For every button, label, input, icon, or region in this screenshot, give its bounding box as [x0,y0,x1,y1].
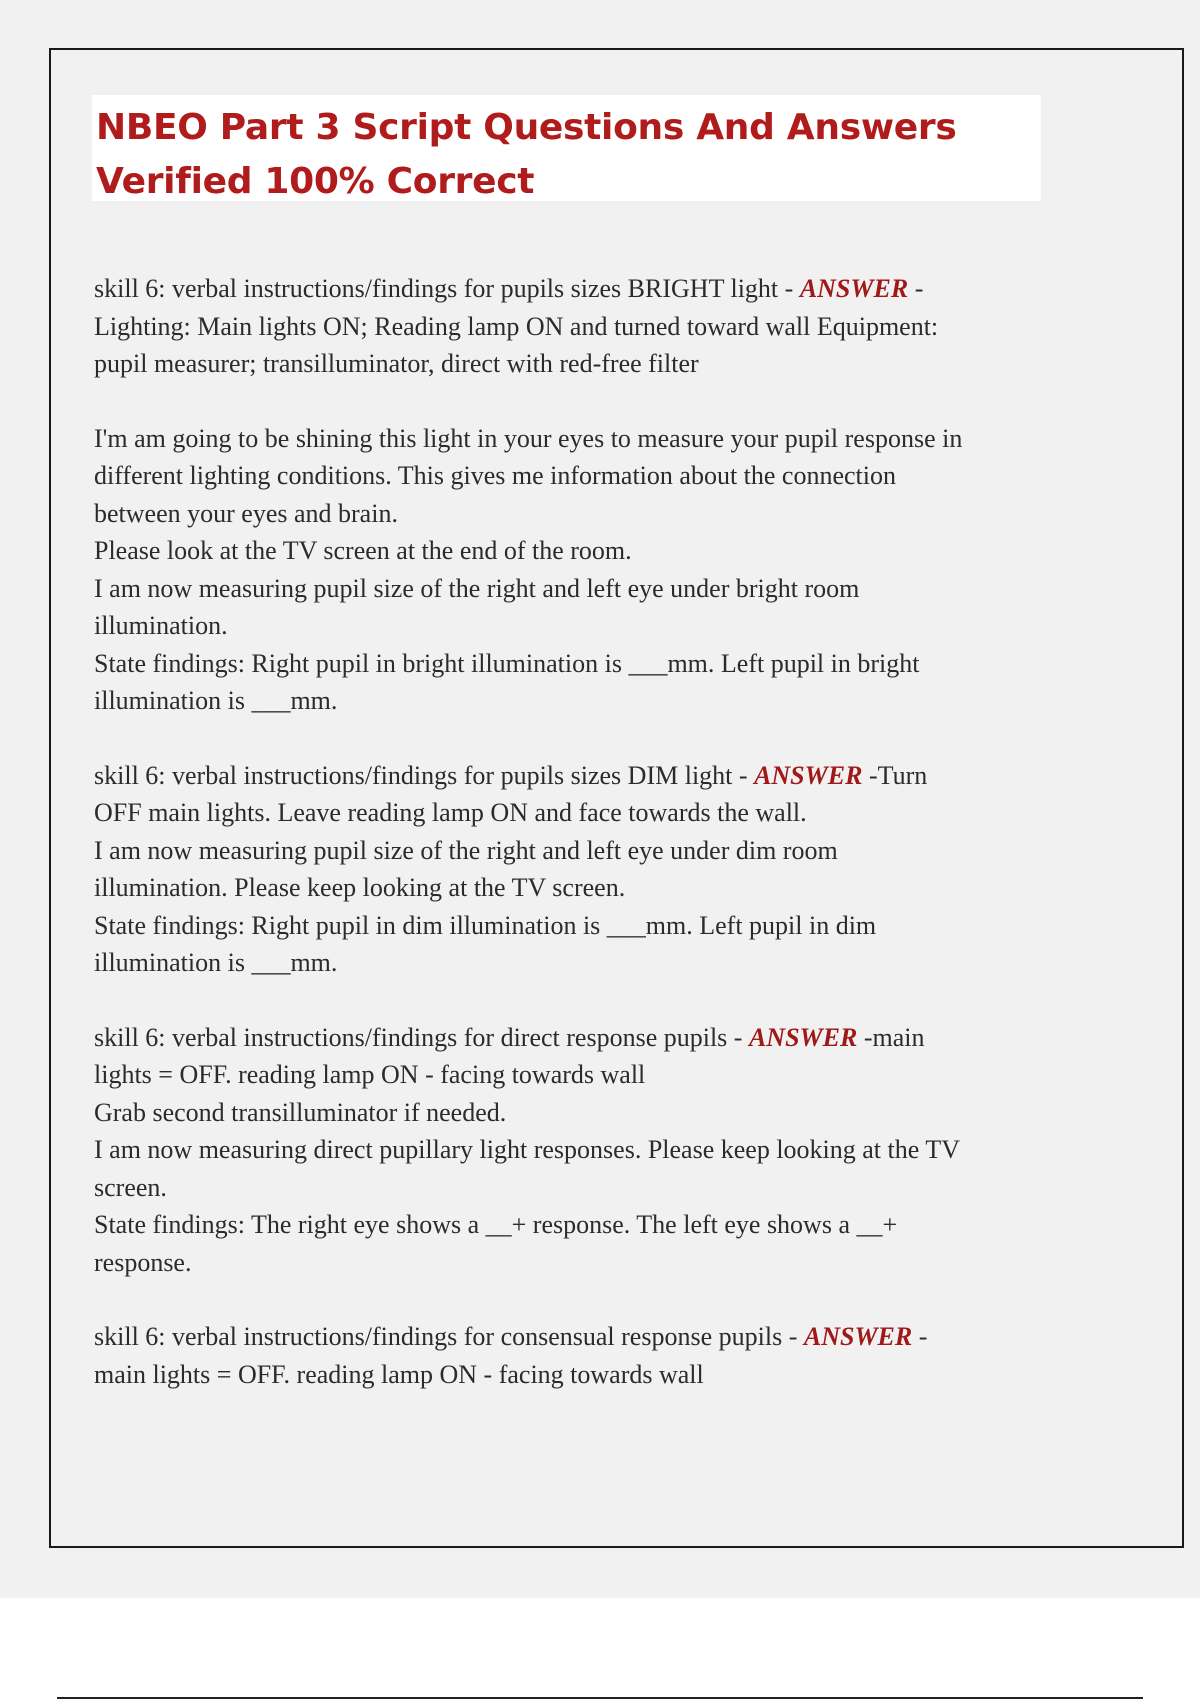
answer-text-start: -Turn [862,760,928,790]
script-line: I'm am going to be shining this light in your eyes to measure your pupil response in [94,423,963,453]
answer-line: screen. [94,1172,167,1202]
question-text: skill 6: verbal instructions/findings for direct response pupils - [94,1022,749,1052]
question-text: skill 6: verbal instructions/findings for pupils sizes DIM light - [94,760,755,790]
question-line [94,757,1094,795]
document-body [94,270,1094,1430]
question-text: skill 6: verbal instructions/findings for consensual response pupils - [94,1322,804,1351]
document-title [96,101,956,209]
script-line: State findings: Right pupil in bright illumination is ___mm. Left pupil in bright [94,648,920,678]
answer-line: illumination. Please keep looking at the TV screen. [94,873,626,902]
script-line: different lighting conditions. This gives me information about the connection [94,461,897,490]
footer-divider [57,1697,1143,1699]
script-line: illumination is ___mm. [94,686,338,715]
answer-text-start: - [908,274,924,303]
title-line-2: Verified 100% Correct [96,161,535,202]
question-text: skill 6: verbal instructions/findings for pupils sizes BRIGHT light - [94,274,800,303]
answer-text-start: - [912,1322,928,1351]
script-line: I am now measuring pupil size of the right and left eye under bright room [94,573,860,603]
answer-line: lights = OFF. reading lamp ON - facing towards wall [94,1060,646,1089]
qa-item-consensual-response [94,1318,1094,1393]
answer-label: ANSWER [754,760,863,790]
answer-line: main lights = OFF. reading lamp ON - facing towards wall [94,1359,704,1389]
qa-item-direct-response [94,1019,1094,1282]
script-paragraph [94,420,1094,720]
answer-label: ANSWER [748,1022,858,1052]
answer-line: Lighting: Main lights ON; Reading lamp ON and turned toward wall Equipment: [94,311,939,341]
answer-line: State findings: The right eye shows a __+ response. The left eye shows a __+ [94,1210,898,1239]
answer-line: Grab second transilluminator if needed. [94,1097,507,1127]
answer-line: illumination is ___mm. [94,948,338,977]
answer-label: ANSWER [799,274,909,303]
answer-line: response. [94,1247,192,1277]
question-line [94,270,1094,308]
answer-line: pupil measurer; transilluminator, direct with red-free filter [94,349,699,378]
title-line-1: NBEO Part 3 Script Questions And Answers [96,107,957,148]
qa-item-dim-light [94,757,1094,982]
answer-line: I am now measuring pupil size of the right and left eye under dim room [94,835,838,865]
qa-item-bright-light [94,270,1094,383]
script-line: between your eyes and brain. [94,498,398,528]
answer-text-start: -main [857,1022,925,1052]
title-box [92,95,1041,201]
question-line [94,1019,1094,1057]
question-line [94,1318,1094,1356]
answer-label: ANSWER [803,1322,913,1351]
script-line: Please look at the TV screen at the end of the room. [94,536,632,565]
answer-line: State findings: Right pupil in dim illumination is ___mm. Left pupil in dim [94,910,877,940]
answer-line: I am now measuring direct pupillary light responses. Please keep looking at the TV [94,1135,960,1164]
script-line: illumination. [94,611,228,640]
answer-line: OFF main lights. Leave reading lamp ON and face towards the wall. [94,798,807,827]
